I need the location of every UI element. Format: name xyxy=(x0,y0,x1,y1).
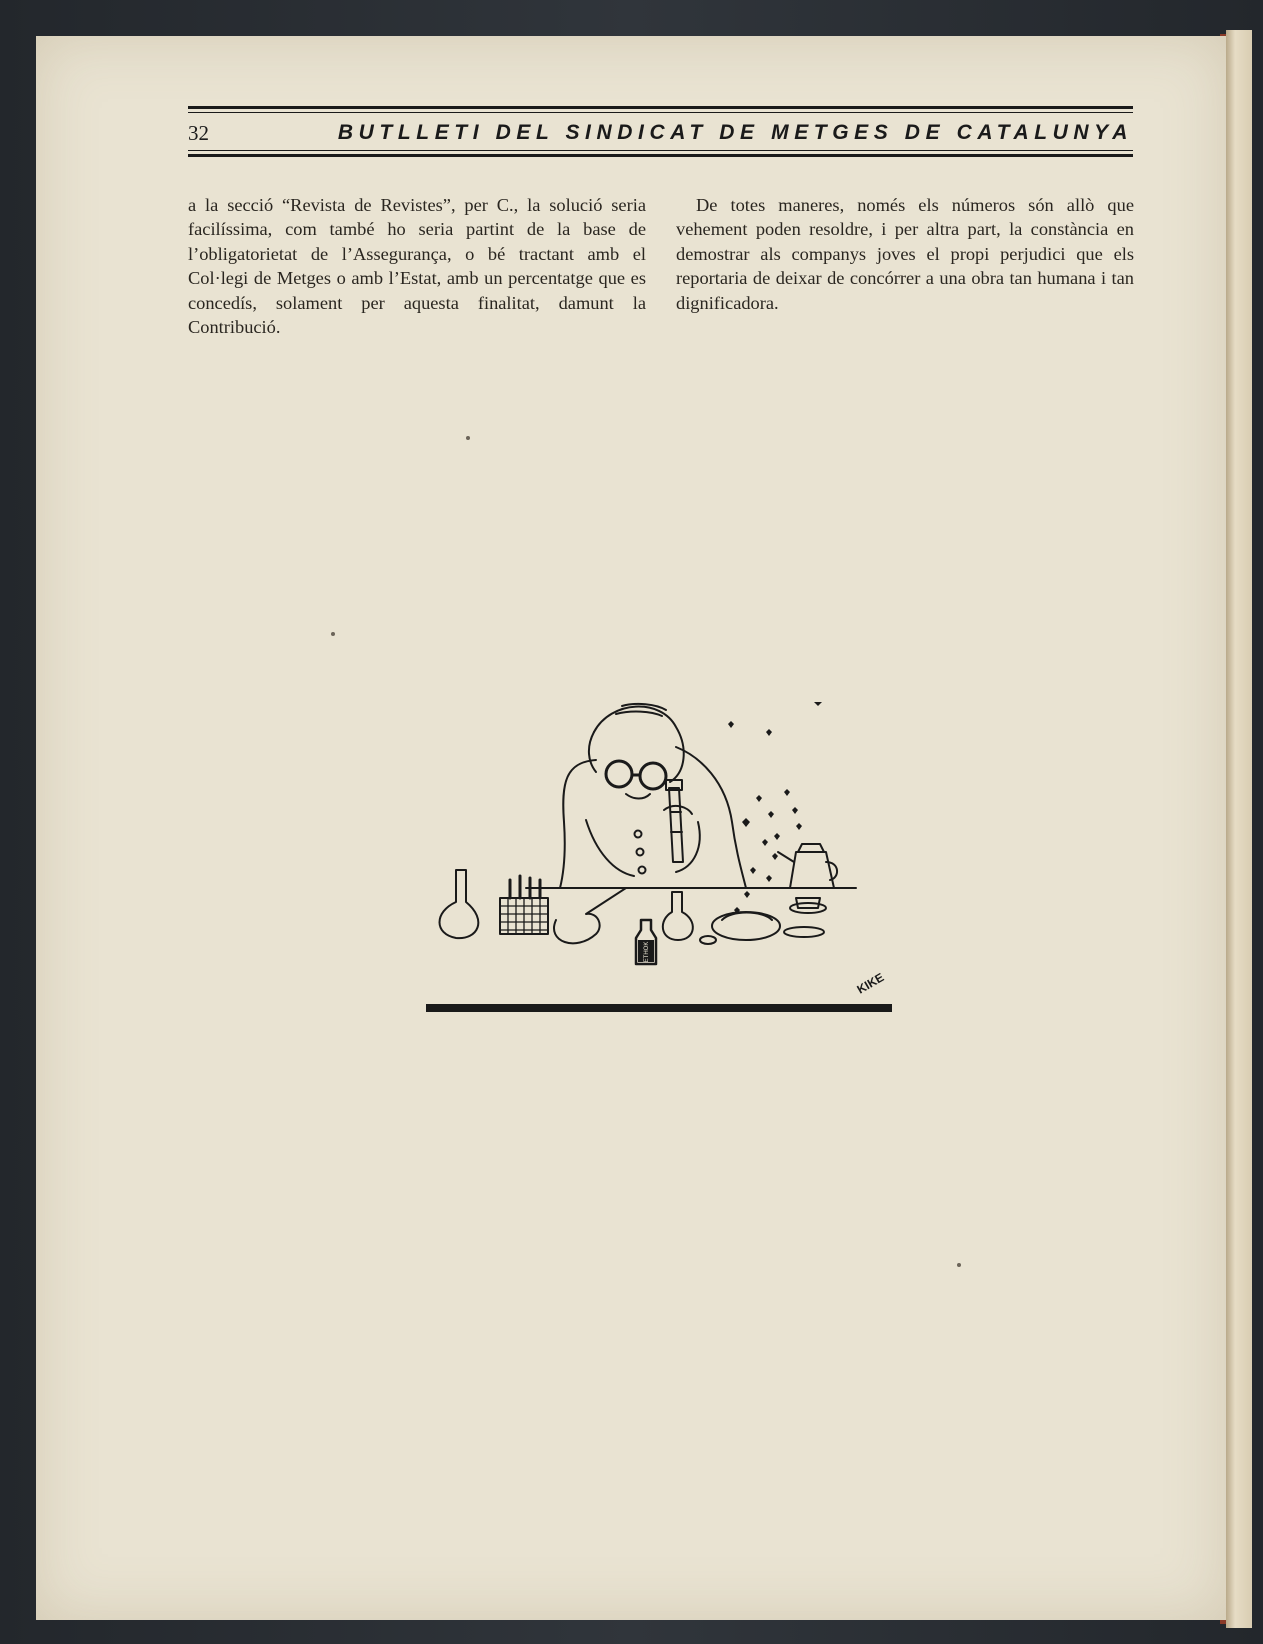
header-rule xyxy=(188,106,1133,109)
test-tube-rack xyxy=(500,876,548,934)
header-row xyxy=(188,118,1133,148)
bottle-label: ETHOK xyxy=(644,941,650,963)
round-flask xyxy=(440,870,479,938)
glasses-left xyxy=(606,761,632,787)
artist-signature: KIKE xyxy=(854,970,887,997)
man-body xyxy=(560,760,596,888)
bleed-through-left xyxy=(180,340,640,660)
floating-hearts xyxy=(728,702,822,914)
left-column-text: a la secció “Revista de Revistes”, per C., la solució seria facilíssima, com també ho seria partint de la base de l’obligatorietat de l’Assegurança, o bé tractant amb el Col·legi de Metges o amb l’Estat, amb un percentatge que es concedís, solament per aquesta finalitat, damunt la Contribució. xyxy=(188,195,646,338)
page-fore-edge xyxy=(1226,30,1252,1628)
test-tube xyxy=(669,788,683,862)
page-number: 32 xyxy=(188,120,209,145)
chemist-cartoon-illustration xyxy=(426,702,910,1018)
retort xyxy=(554,888,626,943)
paper-speck xyxy=(331,632,335,636)
dish xyxy=(712,912,780,940)
header-rule xyxy=(188,112,1133,113)
journal-title: BUTLLETI DEL SINDICAT DE METGES DE CATALUNYA xyxy=(337,121,1133,144)
running-header xyxy=(188,106,1133,160)
ground-bar xyxy=(426,1004,892,1012)
paper-speck xyxy=(466,436,470,440)
paper-speck xyxy=(957,1263,961,1267)
header-rule xyxy=(188,150,1133,151)
header-rule xyxy=(188,154,1133,157)
glasses-right xyxy=(640,763,666,789)
coffee-pot xyxy=(790,852,834,888)
right-column-text: De totes maneres, només els números són allò que vehement poden resoldre, i per altra part, la constància en demostrar als companys joves el propi perjudici que els reportaria de deixar de concórrer a una obra tan humana i tan dignificadora. xyxy=(676,195,1134,313)
